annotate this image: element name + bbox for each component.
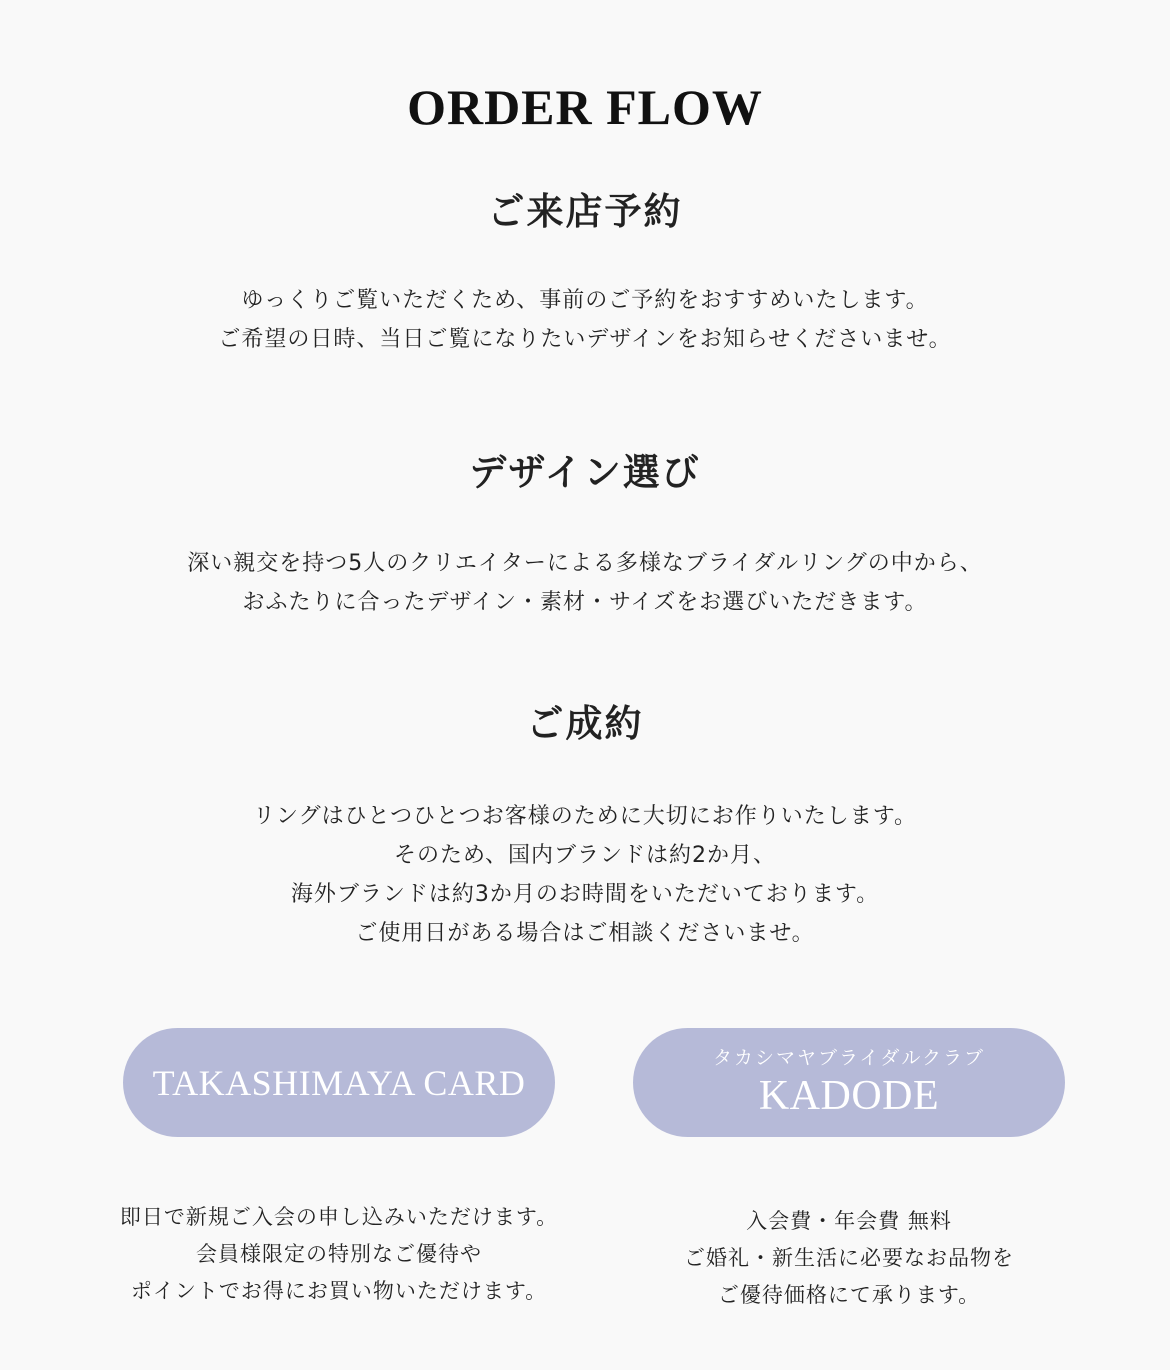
step-description <box>0 797 1170 953</box>
card-note-line: ご婚礼・新生活に必要なお品物を <box>684 1246 1014 1270</box>
step-description-line: ご使用日がある場合はご相談くださいませ。 <box>355 921 815 946</box>
takashimaya-card-note <box>104 1199 574 1310</box>
card-note-line: 入会費・年会費 無料 <box>746 1209 952 1233</box>
step-description-line: リングはひとつひとつお客様のために大切にお作りいたします。 <box>253 804 917 829</box>
kadode-button[interactable] <box>633 1028 1065 1137</box>
kadode-section <box>614 1028 1084 1314</box>
page-title: ORDER FLOW <box>407 78 763 135</box>
step-description-line: ご希望の日時、当日ご覧になりたいデザインをお知らせくださいませ。 <box>218 327 952 352</box>
step-heading: ご成約 <box>526 701 644 745</box>
card-note-line: 会員様限定の特別なご優待や <box>196 1242 482 1266</box>
takashimaya-card-button[interactable] <box>123 1028 555 1137</box>
step-description-line: そのため、国内ブランドは約2か月、 <box>393 843 777 868</box>
step-heading: デザイン選び <box>469 450 701 494</box>
takashimaya-card-section <box>104 1028 574 1310</box>
kadode-label: KADODE <box>758 1072 940 1119</box>
step-description <box>0 544 1170 622</box>
step-description-line: ゆっくりご覧いただくため、事前のご予約をおすすめいたします。 <box>241 288 929 313</box>
step-heading: ご来店予約 <box>487 189 683 233</box>
card-note-line: ご優待価格にて承ります。 <box>717 1283 981 1307</box>
step-description <box>0 281 1170 359</box>
step-contract <box>0 698 1170 953</box>
step-reservation <box>0 186 1170 359</box>
step-description-line: 海外ブランドは約3か月のお時間をいただいております。 <box>290 882 880 907</box>
step-description-line: 深い親交を持つ5人のクリエイターによる多様なブライダルリングの中から、 <box>187 551 983 576</box>
kadode-sublabel: タカシマヤブライダルクラブ <box>712 1046 986 1069</box>
takashimaya-card-label: TAKASHIMAYA CARD <box>152 1062 526 1103</box>
step-description-line: おふたりに合ったデザイン・素材・サイズをお選びいただきます。 <box>242 590 928 615</box>
card-note-line: 即日で新規ご入会の申し込みいただけます。 <box>119 1205 559 1229</box>
card-note-line: ポイントでお得にお買い物いただけます。 <box>130 1279 548 1303</box>
step-design-selection <box>0 447 1170 622</box>
kadode-note <box>614 1203 1084 1314</box>
